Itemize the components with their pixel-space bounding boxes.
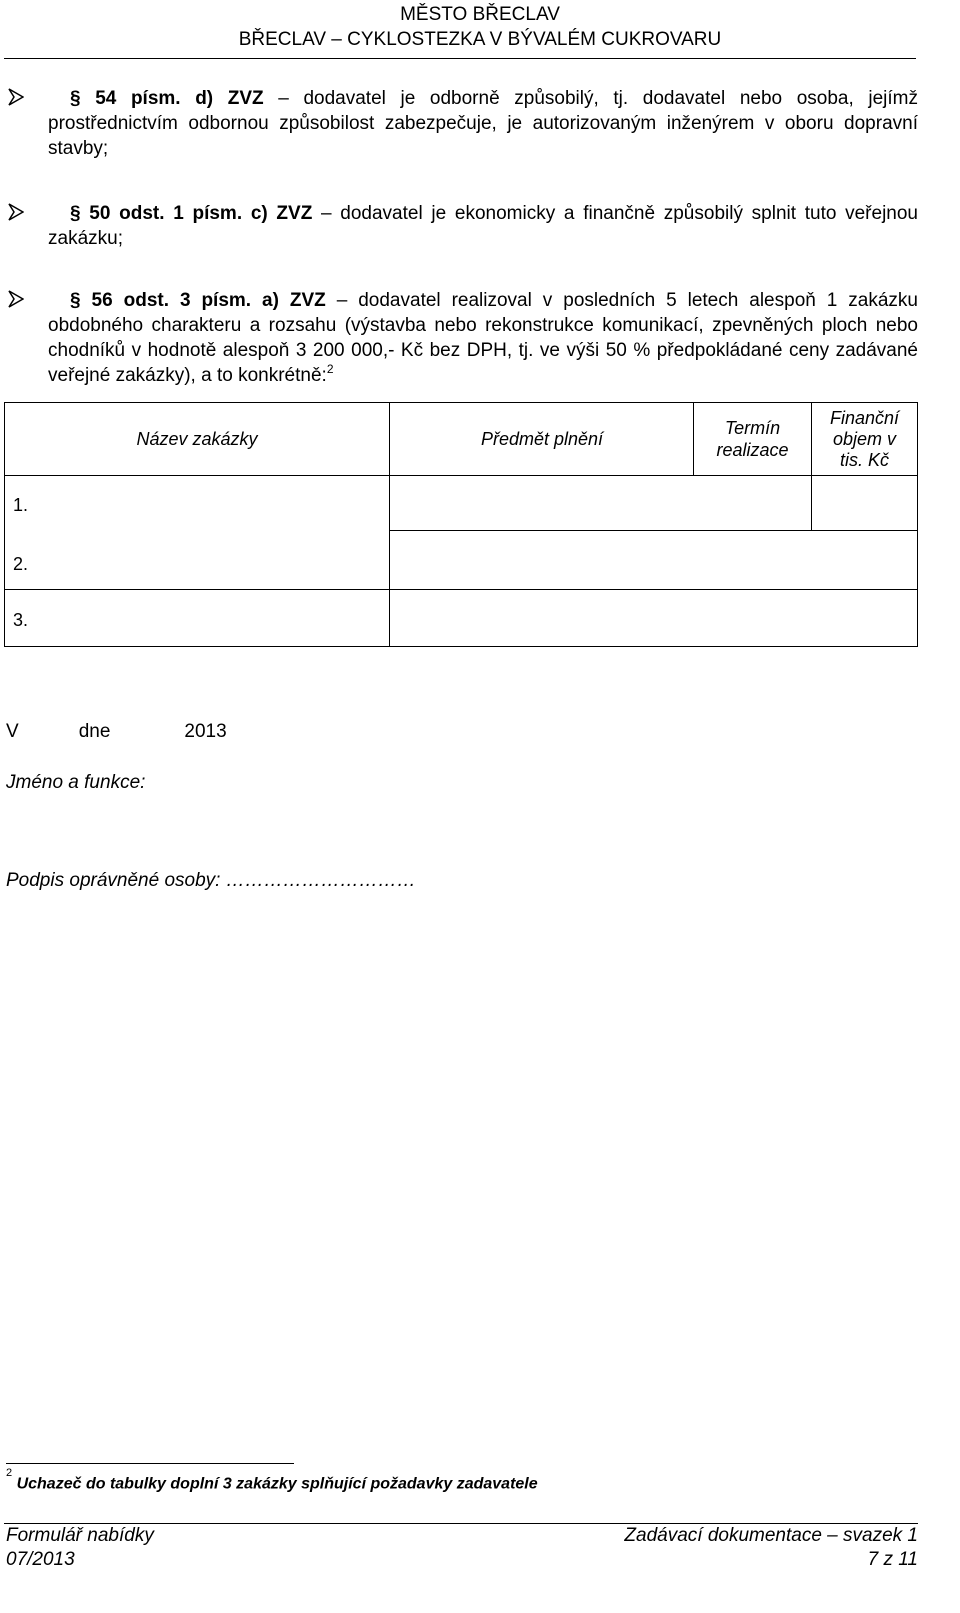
table-header-volume: Finanční objem v tis. Kč — [811, 403, 917, 475]
table-header-name: Název zakázky — [136, 428, 258, 449]
signature-dots: ………………………… — [225, 870, 416, 891]
requirement-ref: § 54 písm. d) ZVZ — [70, 88, 264, 109]
footnote-number: 2 — [6, 1467, 13, 1479]
requirement-text: – dodavatel je odborně způsobilý, tj. dodavatel nebo osoba, jejímž prostřednictvím odbornou způsobilost zabezpečuje, je autorizovaným inženýrem v oboru dopravní stavby; — [48, 88, 918, 159]
requirement-item — [8, 201, 918, 251]
name-function-label: Jméno a funkce: — [6, 772, 146, 793]
table-header-subject: Předmět plnění — [389, 403, 694, 475]
arrow-bullet-icon — [8, 203, 24, 221]
footnote-mark: 2 — [326, 362, 334, 376]
footnote-text: Uchazeč do tabulky doplní 3 zakázky splňující požadavky zadavatele — [16, 1475, 538, 1493]
footer-left — [6, 1524, 154, 1572]
footer-right — [624, 1524, 918, 1572]
page-number: 7 z 11 — [867, 1549, 918, 1570]
signature-line — [6, 870, 416, 892]
table-row-number: 2. — [13, 554, 29, 574]
header-project: BŘECLAV – CYKLOSTEZKA V BÝVALÉM CUKROVARU — [238, 29, 722, 50]
footnote — [6, 1467, 538, 1493]
footer-form-title: Formulář nabídky — [6, 1525, 154, 1546]
arrow-bullet-icon — [8, 88, 24, 106]
date-label: dne — [78, 721, 111, 742]
place-label: V — [6, 721, 19, 742]
footer-date: 07/2013 — [6, 1549, 75, 1570]
footer-doc-title: Zadávací dokumentace – svazek 1 — [624, 1525, 918, 1546]
header-city: MĚSTO BŘECLAV — [400, 4, 560, 25]
footnote-divider — [6, 1463, 294, 1464]
table-row-number: 1. — [13, 495, 29, 515]
year-value: 2013 — [184, 721, 227, 742]
table-header-term: Termín realizace — [693, 403, 811, 475]
requirement-ref: § 50 odst. 1 písm. c) ZVZ — [70, 203, 313, 224]
place-date-line — [6, 721, 227, 743]
signature-label: Podpis oprávněné osoby: — [6, 870, 221, 891]
requirement-text: – dodavatel je ekonomicky a finančně způsobilý splnit tuto veřejnou zakázku; — [48, 203, 919, 249]
table-row-number: 3. — [13, 610, 29, 630]
page-header — [0, 2, 960, 52]
references-grid — [4, 402, 918, 647]
requirement-ref: § 56 odst. 3 písm. a) ZVZ — [70, 290, 326, 311]
requirement-item — [8, 86, 918, 161]
requirement-item — [8, 288, 918, 388]
requirement-text: – dodavatel realizoval v posledních 5 letech alespoň 1 zakázku obdobného charakteru a rozsahu (výstavba nebo rekonstrukce komunikací, zpevněných ploch nebo chodníků v hodnotě alespoň 3 200 000,- Kč bez DPH, tj. ve výši 50 % předpokládané ceny zadávané veřejné zakázky), a to konkrétně: — [48, 290, 918, 386]
header-divider — [4, 58, 916, 59]
arrow-bullet-icon — [8, 290, 24, 308]
